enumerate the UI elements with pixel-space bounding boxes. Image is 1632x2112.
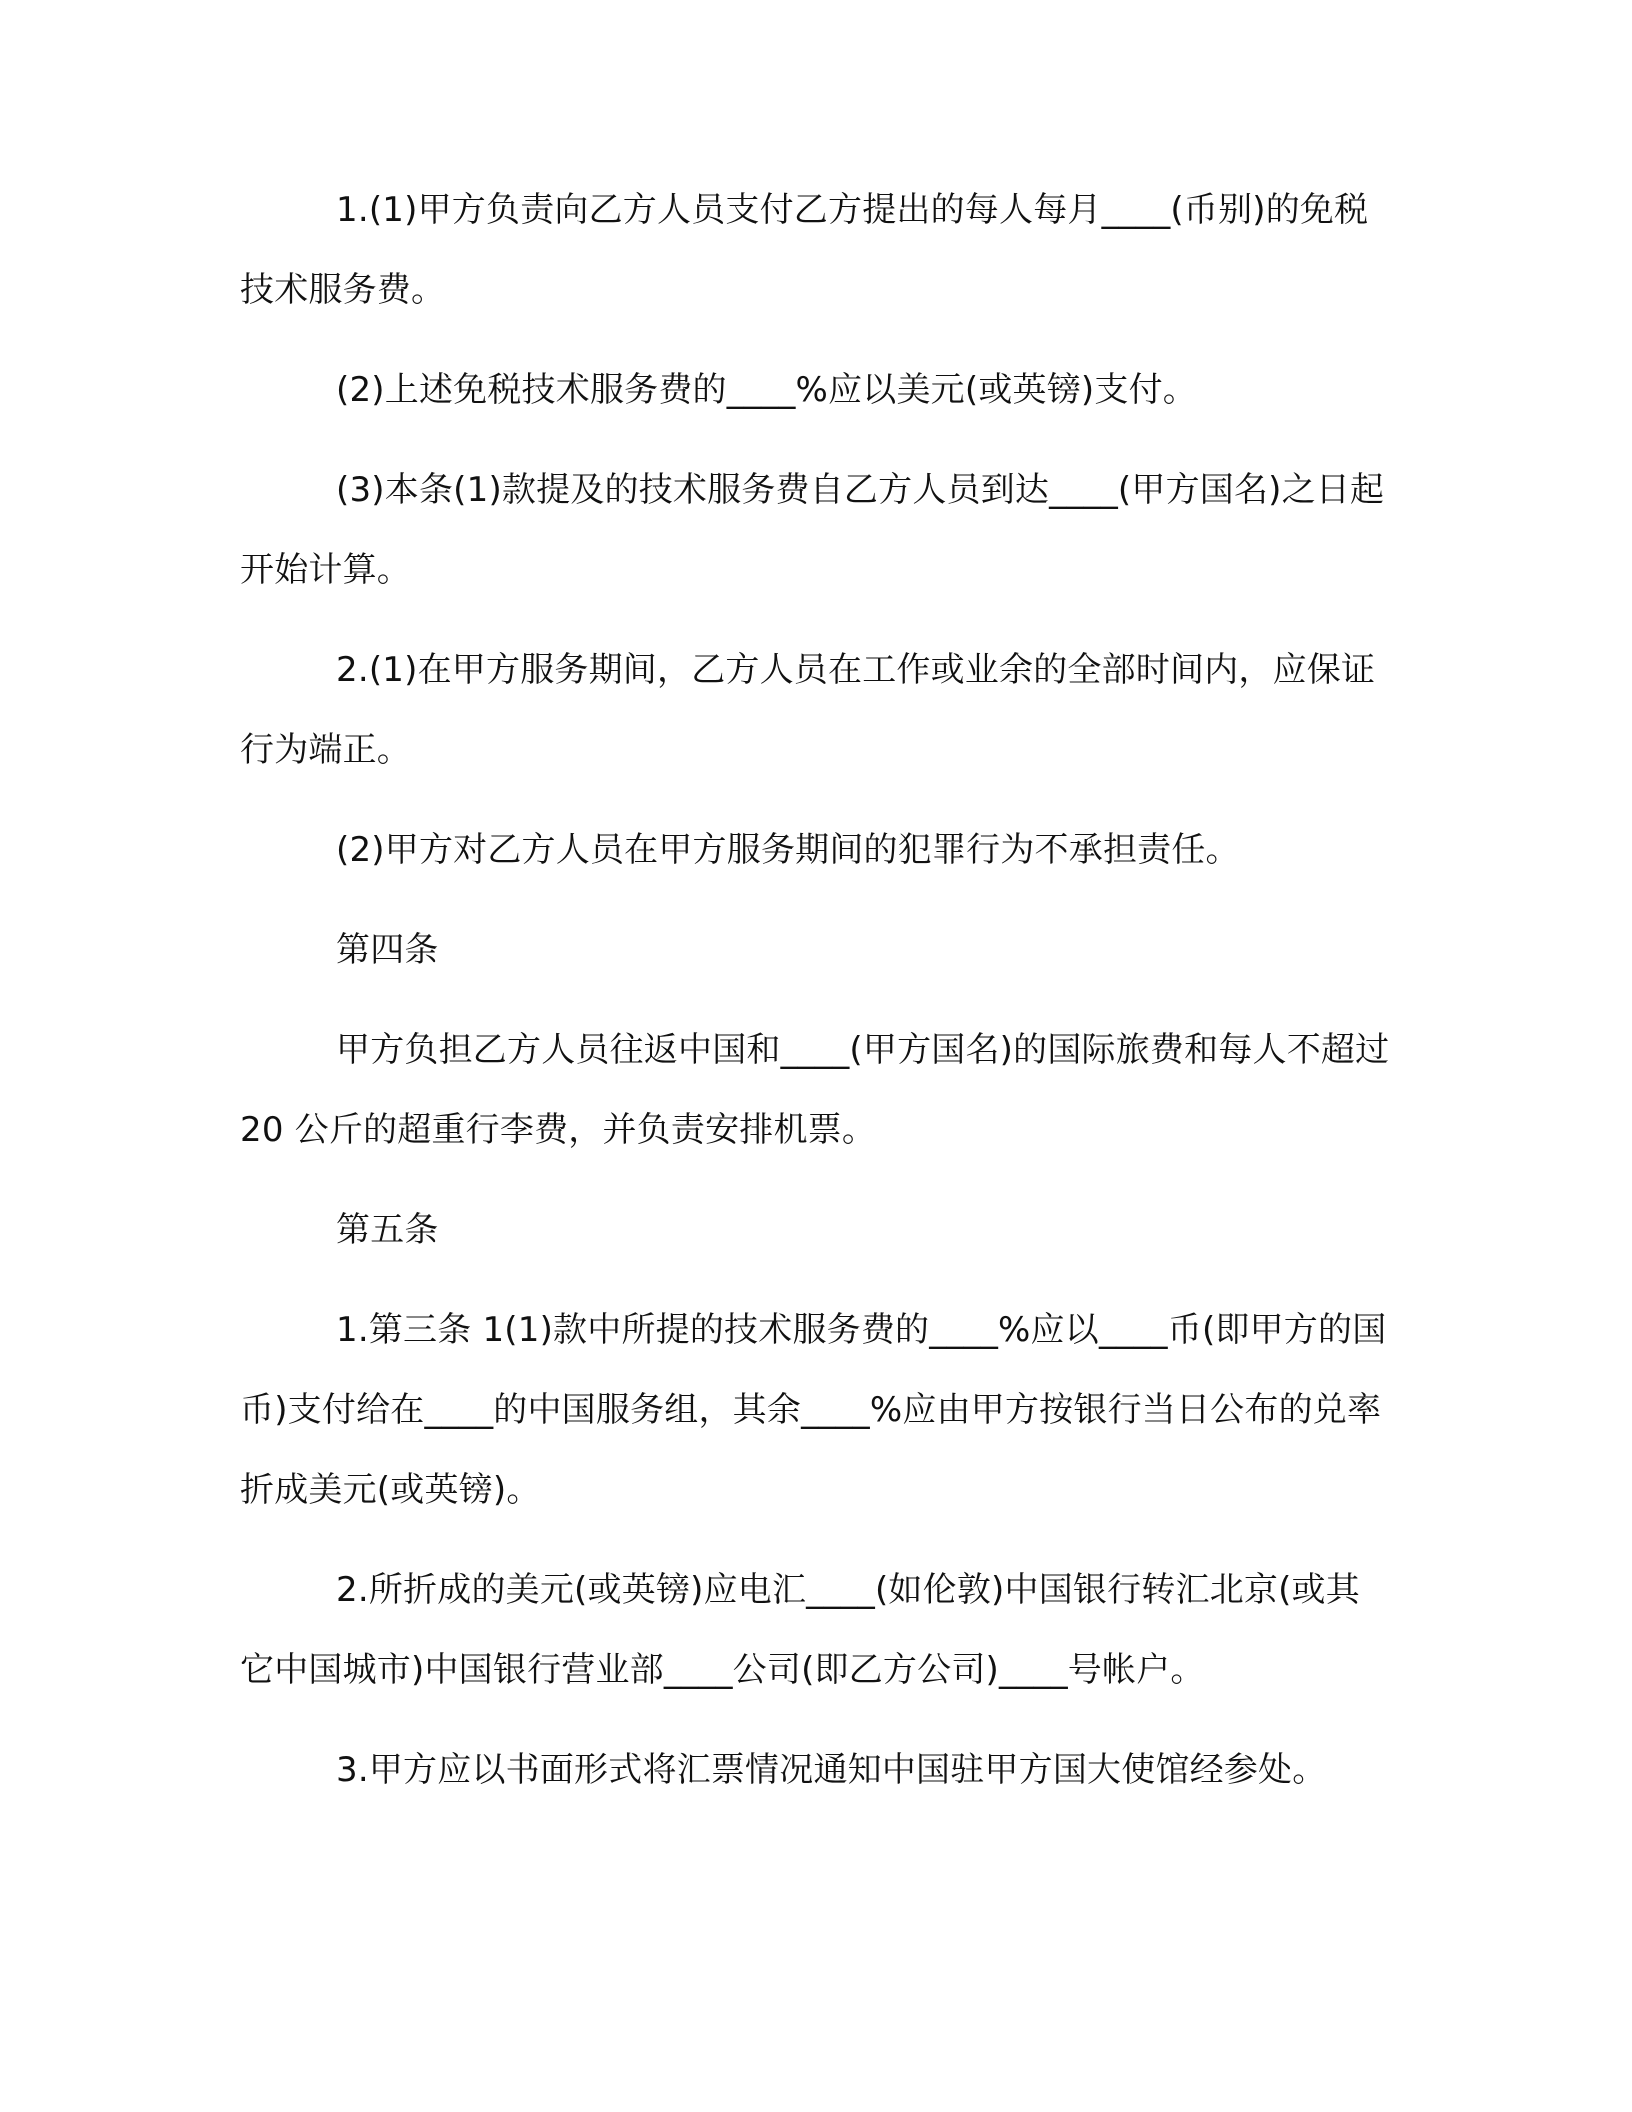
- article-4-text: 甲方负担乙方人员往返中国和____(甲方国名)的国际旅费和每人不超过 20 公斤的超重行李费，并负责安排机票。: [240, 1030, 1390, 1150]
- article-4-heading: 第四条: [336, 930, 439, 970]
- clause-3-1-2: (2)上述免税技术服务费的____%应以美元(或英镑)支付。: [336, 370, 1197, 410]
- document-body: [240, 170, 1390, 1810]
- clause-5-2: 2.所折成的美元(或英镑)应电汇____(如伦敦)中国银行转汇北京(或其它中国城市)中国银行营业部____公司(即乙方公司)____号帐户。: [240, 1570, 1360, 1690]
- article-5-heading: 第五条: [336, 1210, 439, 1250]
- clause-5-1: 1.第三条 1(1)款中所提的技术服务费的____%应以____币(即甲方的国币)支付给在____的中国服务组，其余____%应由甲方按银行当日公布的兑率折成美元(或英镑)。: [240, 1310, 1387, 1510]
- clause-3-2-2: (2)甲方对乙方人员在甲方服务期间的犯罪行为不承担责任。: [336, 830, 1240, 870]
- clause-5-3: 3.甲方应以书面形式将汇票情况通知中国驻甲方国大使馆经参处。: [336, 1750, 1327, 1790]
- clause-3-1-3: (3)本条(1)款提及的技术服务费自乙方人员到达____(甲方国名)之日起开始计算。: [240, 470, 1385, 590]
- clause-3-1-1: 1.(1)甲方负责向乙方人员支付乙方提出的每人每月____(币别)的免税技术服务费。: [240, 190, 1369, 310]
- clause-3-2-1: 2.(1)在甲方服务期间，乙方人员在工作或业余的全部时间内，应保证行为端正。: [240, 650, 1376, 770]
